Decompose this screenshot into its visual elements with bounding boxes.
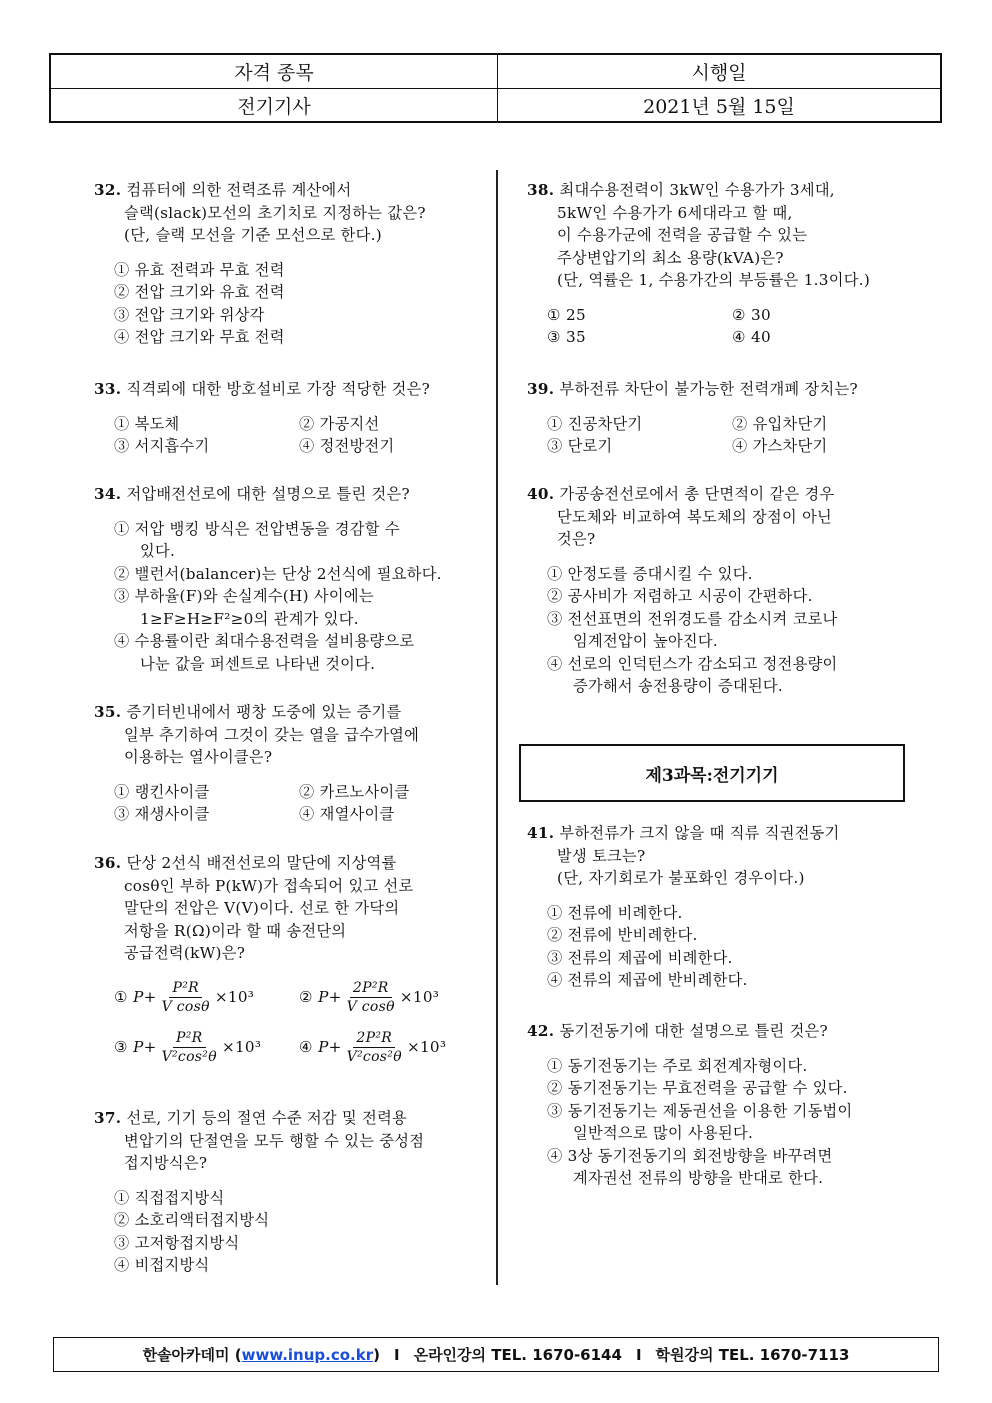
choice-option[interactable]: ② 전압 크기와 유효 전력 xyxy=(114,283,285,301)
question-note: (단, 슬랙 모선을 기준 모선으로 한다.) xyxy=(124,226,382,244)
exam-header-table xyxy=(49,53,942,123)
choice-option[interactable]: ① 직접접지방식 xyxy=(114,1188,225,1207)
choice-option[interactable]: ③ 동기전동기는 제동권선을 이용한 기동법이 xyxy=(547,1101,853,1120)
choice-option-cont: 나눈 값을 퍼센트로 나타낸 것이다. xyxy=(140,654,376,673)
footer-offline-phone: 학원강의 TEL. 1670-7113 xyxy=(655,1346,850,1364)
choice-option[interactable]: ④ 전류의 제곱에 반비례한다. xyxy=(547,971,748,989)
choice-option[interactable]: ② 전류에 반비례한다. xyxy=(547,926,698,944)
footer-separator: I xyxy=(635,1345,642,1364)
question-text: 공급전력(kW)은? xyxy=(124,944,246,962)
choice-option[interactable]: ① 유효 전력과 무효 전력 xyxy=(114,260,285,279)
question-text: 단도체와 비교하여 복도체의 장점이 아닌 xyxy=(557,507,833,526)
question-text: 주상변압기의 최소 용량(kVA)은? xyxy=(557,248,784,267)
question-text: 5kW인 수용가가 6세대라고 할 때, xyxy=(557,203,793,222)
question-41 xyxy=(527,822,840,992)
choice-option-cont: 계자권선 전류의 방향을 반대로 한다. xyxy=(573,1169,824,1187)
choice-option[interactable]: ④ 전압 크기와 무효 전력 xyxy=(114,328,285,346)
section-title-box xyxy=(519,744,905,802)
question-number: 34. xyxy=(94,485,122,503)
question-text: 부하전류가 크지 않을 때 직류 직권전동기 xyxy=(559,824,840,842)
choice-option[interactable]: ③ 전선표면의 전위경도를 감소시켜 코로나 xyxy=(547,609,838,628)
question-number: 40. xyxy=(527,485,555,503)
question-42 xyxy=(527,1020,852,1190)
question-text: 슬랙(slack)모선의 초기치로 지정하는 값은? xyxy=(124,203,426,222)
choice-option[interactable]: ③ 재생사이클 xyxy=(114,805,210,823)
header-value-row xyxy=(51,88,940,122)
question-note: (단, 역률은 1, 수용가간의 부등률은 1.3이다.) xyxy=(557,271,871,289)
column-divider xyxy=(496,170,498,1285)
question-text: 말단의 전압은 V(V)이다. 선로 한 가닥의 xyxy=(124,899,400,917)
choice-option[interactable]: ① 동기전동기는 주로 회전계자형이다. xyxy=(547,1056,808,1075)
footer-bar xyxy=(53,1337,939,1372)
question-text: 발생 토크는? xyxy=(557,846,646,865)
question-number: 35. xyxy=(94,703,122,721)
choice-option[interactable]: ④ 재열사이클 xyxy=(299,805,395,823)
question-text: 단상 2선식 배전선로의 말단에 지상역률 xyxy=(126,854,397,872)
choice-option-formula[interactable]: ③ P+ $\frac{\text{P²R}}{\text{V²cos²θ}}$ ×10³ xyxy=(114,1030,262,1065)
choice-option[interactable]: ① 전류에 비례한다. xyxy=(547,903,683,922)
footer-separator: I xyxy=(393,1345,400,1364)
question-text: 이용하는 열사이클은? xyxy=(124,748,273,766)
question-34 xyxy=(94,483,442,675)
choice-option[interactable]: ④ 선로의 인덕턴스가 감소되고 정전용량이 xyxy=(547,654,838,673)
choice-option[interactable]: ① 안정도를 증대시킬 수 있다. xyxy=(547,564,753,583)
footer-academy: 한솔아카데미 ( xyxy=(142,1346,242,1364)
choice-option-cont: 임계전압이 높아진다. xyxy=(573,632,718,650)
choice-option[interactable]: ④ 수용률이란 최대수용전력을 설비용량으로 xyxy=(114,632,415,650)
choice-option[interactable]: ② 유입차단기 xyxy=(732,414,828,433)
question-text: 일부 추기하여 그것이 갖는 열을 급수가열에 xyxy=(124,725,420,744)
choice-option[interactable]: ④ 40 xyxy=(732,328,771,346)
choice-option[interactable]: ③ 고저항접지방식 xyxy=(114,1233,240,1252)
choice-option[interactable]: ② 가공지선 xyxy=(299,414,380,433)
question-text: 저항을 R(Ω)이라 할 때 송전단의 xyxy=(124,921,347,940)
question-number: 36. xyxy=(94,854,122,872)
question-text: 최대수용전력이 3kW인 수용가가 3세대, xyxy=(559,181,835,199)
choice-option-cont: 증가해서 송전용량이 증대된다. xyxy=(573,677,784,695)
footer-website-link[interactable]: www.inup.co.kr xyxy=(241,1345,374,1364)
choice-option[interactable]: ② 동기전동기는 무효전력을 공급할 수 있다. xyxy=(547,1079,848,1097)
choice-option[interactable]: ③ 전류의 제곱에 비례한다. xyxy=(547,948,733,967)
question-38 xyxy=(527,179,917,349)
choice-option[interactable]: ④ 비접지방식 xyxy=(114,1256,210,1274)
choice-option-formula[interactable]: ② P+ $\frac{\text{2P²R}}{\text{V cosθ}}$ ×10³ xyxy=(299,980,440,1015)
question-text: cosθ인 부하 P(kW)가 접속되어 있고 선로 xyxy=(124,876,414,895)
choice-option[interactable]: ③ 부하율(F)와 손실계수(H) 사이에는 xyxy=(114,587,374,605)
choice-option[interactable]: ② 밸런서(balancer)는 단상 2선식에 필요하다. xyxy=(114,564,442,583)
question-text: 동기전동기에 대한 설명으로 틀린 것은? xyxy=(559,1022,828,1040)
question-text: 변압기의 단절연을 모두 행할 수 있는 중성점 xyxy=(124,1131,425,1150)
question-number: 42. xyxy=(527,1022,555,1040)
choice-option-formula[interactable]: ① P+ $\frac{\text{P²R}}{\text{V cosθ}}$ ×10³ xyxy=(114,980,255,1015)
choice-option[interactable]: ② 30 xyxy=(732,305,771,324)
choice-option[interactable]: ② 카르노사이클 xyxy=(299,782,410,801)
choice-option[interactable]: ③ 단로기 xyxy=(547,437,613,455)
choice-option[interactable]: ③ 35 xyxy=(547,328,586,346)
question-39 xyxy=(527,378,917,458)
question-text: 컴퓨터에 의한 전력조류 계산에서 xyxy=(126,181,352,199)
question-35 xyxy=(94,701,484,826)
question-37 xyxy=(94,1107,424,1277)
question-note: (단, 자기회로가 불포화인 경우이다.) xyxy=(557,869,805,887)
footer-online-phone: 온라인강의 TEL. 1670-6144 xyxy=(413,1346,622,1364)
section-title: 제3과목:전기기기 xyxy=(645,765,779,786)
question-text: 증기터빈내에서 팽창 도중에 있는 증기를 xyxy=(126,703,402,721)
choice-option[interactable]: ② 소호리액터접지방식 xyxy=(114,1211,270,1229)
header-label-row xyxy=(51,55,940,88)
question-text: 저압배전선로에 대한 설명으로 틀린 것은? xyxy=(126,485,410,503)
choice-option[interactable]: ② 공사비가 저렴하고 시공이 간편하다. xyxy=(547,587,813,605)
choice-option[interactable]: ③ 서지흡수기 xyxy=(114,437,210,455)
choice-option[interactable]: ④ 정전방전기 xyxy=(299,437,395,455)
question-32 xyxy=(94,179,426,349)
choice-option[interactable]: ④ 가스차단기 xyxy=(732,437,828,455)
question-text: 선로, 기기 등의 절연 수준 저감 및 전력용 xyxy=(126,1109,408,1127)
exam-type-label: 자격 종목 xyxy=(234,62,314,84)
question-text: 이 수용가군에 전력을 공급할 수 있는 xyxy=(557,226,808,244)
choice-option[interactable]: ① 저압 뱅킹 방식은 전압변동을 경감할 수 xyxy=(114,519,400,538)
question-40 xyxy=(527,483,838,698)
question-36 xyxy=(94,852,484,1073)
question-text: 부하전류 차단이 불가능한 전력개폐 장치는? xyxy=(559,380,858,398)
choice-option[interactable]: ③ 전압 크기와 위상각 xyxy=(114,305,265,324)
question-text: 가공송전선로에서 총 단면적이 같은 경우 xyxy=(559,485,835,503)
question-number: 33. xyxy=(94,380,122,398)
choice-option[interactable]: ④ 3상 동기전동기의 회전방향을 바꾸려면 xyxy=(547,1146,833,1165)
choice-option[interactable]: ① 25 xyxy=(547,305,586,324)
question-number: 37. xyxy=(94,1109,122,1127)
choice-option[interactable]: ① 복도체 xyxy=(114,414,180,433)
question-number: 32. xyxy=(94,181,122,199)
choice-option-cont: 일반적으로 많이 사용된다. xyxy=(573,1124,754,1142)
choice-option-cont: 있다. xyxy=(140,542,176,560)
choice-option-formula[interactable]: ④ P+ $\frac{\text{2P²R}}{\text{V²cos²θ}}$ ×10³ xyxy=(299,1030,447,1065)
exam-type-value: 전기기사 xyxy=(237,96,311,118)
question-text: 직격뢰에 대한 방호설비로 가장 적당한 것은? xyxy=(126,380,431,398)
question-text: 접지방식은? xyxy=(124,1154,208,1172)
choice-option[interactable]: ① 랭킨사이클 xyxy=(114,782,210,801)
exam-date-label: 시행일 xyxy=(497,55,940,88)
question-number: 38. xyxy=(527,181,555,199)
question-number: 39. xyxy=(527,380,555,398)
question-33 xyxy=(94,378,484,458)
footer-paren: ) xyxy=(373,1345,380,1364)
choice-option-cont: 1≥F≥H≥F²≥0의 관계가 있다. xyxy=(140,609,359,628)
choice-option[interactable]: ① 진공차단기 xyxy=(547,414,643,433)
question-number: 41. xyxy=(527,824,555,842)
question-text: 것은? xyxy=(557,530,596,548)
exam-date-value: 2021년 5월 15일 xyxy=(497,89,940,122)
